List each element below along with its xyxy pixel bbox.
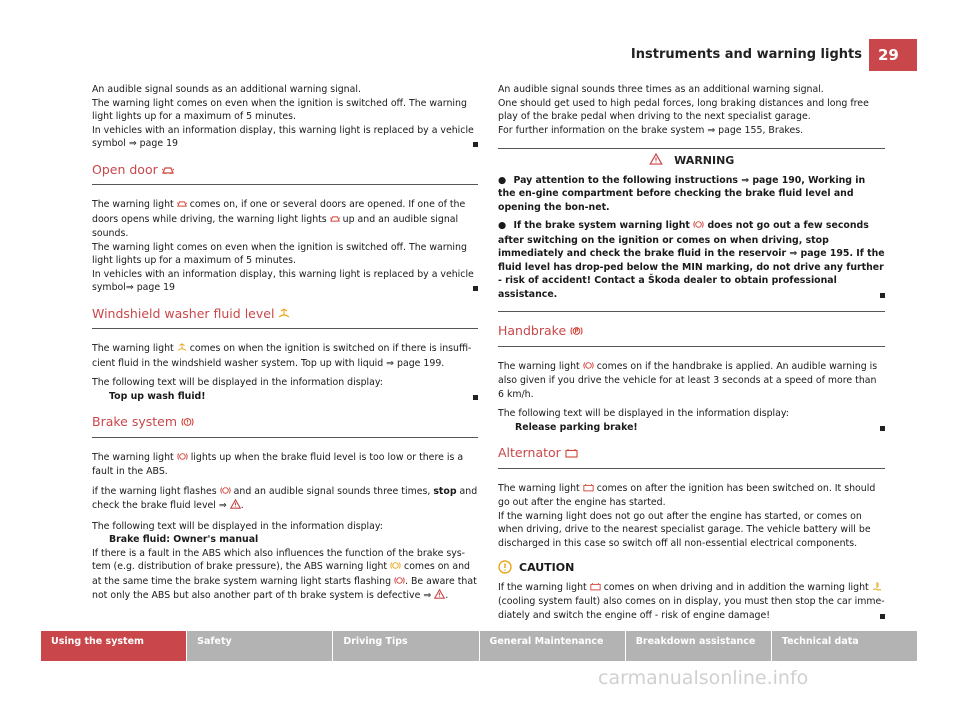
handbrake-icon [583, 361, 594, 375]
text: and an audible signal sounds three times, [233, 485, 431, 497]
paragraph: An audible signal sounds as an additional warning signal. [92, 84, 361, 95]
text: The warning light [498, 360, 580, 372]
text: comes on when driving and in addition the warning light [603, 581, 869, 593]
paragraph [92, 451, 478, 479]
paragraph: The following text will be displayed in the information display: [92, 520, 383, 532]
paragraph: The following text will be displayed in the information display: [498, 408, 789, 419]
section-end-mark [880, 426, 885, 431]
text: (cooling system fault) also comes on in display, you must then stop the car imme-diately and switch the engine off - risk of engine damage! [498, 596, 885, 621]
battery-icon [583, 483, 594, 497]
handbrake-icon [570, 325, 583, 339]
abs-icon [390, 561, 401, 575]
paragraph [92, 342, 478, 370]
paragraph-text: In vehicles with an information display, this warning light is replaced by a vehicle symbol ⇒ page 19 [92, 124, 474, 149]
text: The warning light [92, 343, 174, 354]
paragraph [498, 581, 885, 623]
paragraph: For further information on the brake system ⇒ page 155, Brakes. [498, 124, 804, 136]
open-door-icon [330, 214, 340, 228]
section-end-mark [473, 286, 478, 291]
footer-tab-driving-tips[interactable]: Driving Tips [332, 631, 478, 661]
washer-fluid-icon [177, 343, 187, 357]
caution-title: CAUTION [519, 561, 575, 574]
heading-text: Alternator [498, 445, 561, 460]
text: comes on and at the same time the brake system warning light starts flashing [92, 561, 470, 587]
left-column [92, 83, 478, 604]
page-number: 29 [869, 39, 917, 71]
paragraph [498, 482, 885, 510]
footer-tab-technical-data[interactable]: Technical data [771, 631, 917, 661]
heading-text: Open door [92, 161, 158, 177]
section-heading-alternator [498, 446, 885, 469]
text: up and an audible signal sounds. [92, 213, 459, 239]
text: . Be aware that not only the ABS but also another part of th brake system is defective ⇒ [92, 575, 477, 601]
text: The warning light [498, 482, 580, 494]
text: does not go out a few seconds after switching on the ignition or comes on when driving, stop immediately and check the brake fluid in the reservoir ⇒ page 195. If the fluid level has drop-ped below the MIN marking, do not drive any further - risk of accident! Contact a Škoda dealer to obtain professional assistance. [498, 220, 885, 300]
chapter-title: Instruments and warning lights [630, 47, 862, 62]
brake-warning-icon [394, 576, 405, 590]
warning-triangle-icon [434, 589, 445, 604]
warning-heading [498, 153, 885, 169]
open-door-icon [177, 199, 187, 213]
display-message [92, 390, 478, 404]
section-end-mark [473, 142, 478, 147]
text: comes on, if one or several doors are opened. If one of the doors opens while driving, the warning light lights [92, 199, 466, 225]
paragraph: If the warning light does not go out after the engine has started, or comes on when driving, drive to the nearest specialist garage. The vehicle battery will be discharged in this case so switch off all non-essential electrical components. [498, 510, 871, 549]
warning-title: WARNING [674, 154, 735, 167]
paragraph [498, 360, 885, 402]
text: The warning light [92, 199, 174, 210]
paragraph: An audible signal sounds three times as an additional warning signal. [498, 84, 824, 95]
text: comes on when the ignition is switched on if there is insuffi-cient fluid in the windshield washer system. Top up with liquid ⇒ page 199. [92, 343, 472, 369]
display-message-text: Top up wash fluid! [109, 390, 206, 402]
coolant-temperature-icon [872, 581, 882, 596]
footer-tab-breakdown-assistance[interactable]: Breakdown assistance [625, 631, 771, 661]
emphasis-stop: stop [433, 485, 457, 497]
warning-bullet: ● Pay attention to the following instructions ⇒ page 190, Working in the en-gine compartment before checking the brake fluid level and opening the bon-net. [498, 174, 866, 213]
text: comes on after the ignition has been switched on. It should go out after the engine has started. [498, 482, 876, 508]
footer-tab-safety[interactable]: Safety [186, 631, 332, 661]
paragraph: One should get used to high pedal forces, long braking distances and long free play of the brake pedal when driving to the next specialist garage. [498, 97, 869, 122]
paragraph: The warning light comes on even when the ignition is switched off. The warning light lights up for a maximum of 5 minutes. [92, 241, 467, 266]
open-door-icon [162, 164, 174, 178]
caution-heading [498, 560, 885, 578]
section-heading-open-door [92, 163, 478, 186]
text: lights up when the brake fluid level is too low or there is a fault in the ABS. [92, 451, 464, 477]
brake-warning-icon [693, 220, 704, 234]
section-end-mark [473, 395, 478, 400]
display-message: Brake fluid: Owner's manual [109, 534, 259, 545]
section-heading-brake-system [92, 415, 478, 438]
section-heading-handbrake [498, 324, 885, 347]
text: and check the brake fluid level ⇒ [92, 485, 478, 511]
brake-warning-icon [220, 486, 231, 500]
warning-bullet: ● If the brake system warning light does not go out a few seconds after switching on the ignition or comes on when driving, stop immediately and check the brake fluid in the reservoir ⇒ page 195. If the fluid level has drop-ped below the MIN marking, do not drive any further - risk of accident! Contact a Škoda dealer to obtain professional assistance. [498, 220, 885, 300]
battery-icon [590, 582, 601, 596]
text: If the warning light [498, 581, 587, 593]
heading-text: Brake system [92, 414, 178, 429]
display-message [498, 421, 885, 435]
paragraph: if the warning light flashes and an audible signal sounds three times, stop and check the brake fluid level ⇒ . [92, 485, 478, 514]
text: if the warning light flashes [92, 485, 217, 497]
warning-triangle-icon [649, 153, 663, 169]
text: Pay attention to the following instructions ⇒ page 190, Working in the en-gine compartment before checking the brake fluid level and opening the bon-net. [498, 174, 866, 213]
footer-tab-general-maintenance[interactable]: General Maintenance [479, 631, 625, 661]
paragraph [92, 124, 478, 151]
section-heading-washer-fluid [92, 307, 478, 330]
paragraph: If there is a fault in the ABS which also influences the function of the brake sys-tem (e.g. distribution of brake pressure), the ABS warning light comes on and at the same time the brake system warning light starts flashing . Be aware that not only the ABS but also another part of th brake system is defective ⇒ . [92, 547, 478, 604]
paragraph [92, 268, 478, 295]
display-message-text: Release parking brake! [515, 421, 638, 433]
section-end-mark [880, 293, 885, 298]
footer-tab-using-the-system[interactable]: Using the system [41, 631, 186, 661]
text: comes on if the handbrake is applied. An audible warning is also given if you drive the vehicle for at least 3 seconds at a speed of more than 6 km/h. [498, 360, 878, 400]
watermark: carmanualsonline.info [598, 667, 809, 689]
right-column [498, 83, 885, 622]
washer-fluid-icon [278, 308, 290, 322]
warning-triangle-icon [230, 499, 241, 514]
caution-icon [498, 560, 512, 578]
text: If there is a fault in the ABS which also influences the function of the brake sys-tem (e.g. distribution of brake pressure), the ABS warning light [92, 547, 466, 572]
footer-navigation [41, 631, 917, 661]
heading-text: Windshield washer fluid level [92, 305, 275, 321]
warning-box [498, 148, 885, 312]
text: The warning light [92, 451, 174, 463]
heading-text: Handbrake [498, 323, 567, 338]
brake-warning-icon [181, 416, 194, 430]
battery-icon [565, 447, 578, 461]
paragraph [92, 198, 478, 241]
paragraph: The warning light comes on even when the ignition is switched off. The warning light lights up for a maximum of 5 minutes. [92, 97, 467, 122]
paragraph-text: In vehicles with an information display, this warning light is replaced by a vehicle symbol⇒ page 19 [92, 268, 474, 293]
brake-warning-icon [177, 452, 188, 466]
section-end-mark [880, 614, 885, 619]
paragraph: The following text will be displayed in the information display: [92, 377, 383, 388]
text: If the brake system warning light [513, 220, 690, 231]
